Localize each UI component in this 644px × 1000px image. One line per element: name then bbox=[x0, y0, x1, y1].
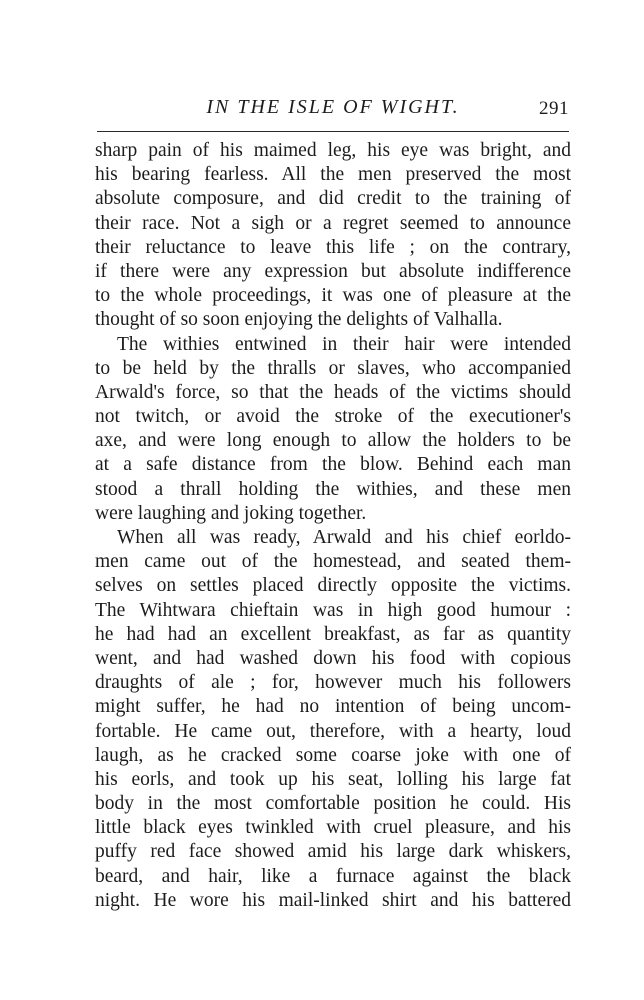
text-line: were laughing and joking together. bbox=[95, 502, 367, 524]
page-number: 291 bbox=[539, 98, 569, 119]
text-line: body in the most comfortable position he could. His bbox=[95, 793, 571, 815]
header-rule bbox=[97, 131, 569, 132]
text-line: stood a thrall holding the withies, and these men bbox=[95, 478, 571, 500]
text-line: absolute composure, and did credit to the training of bbox=[95, 188, 571, 210]
text-line: if there were any expression but absolute indifference bbox=[95, 260, 571, 282]
text-line: their reluctance to leave this life ; on the contrary, bbox=[95, 236, 571, 258]
text-line: not twitch, or avoid the stroke of the executioner's bbox=[95, 406, 571, 428]
text-line: to the whole proceedings, it was one of pleasure at the bbox=[95, 285, 571, 307]
text-line: men came out of the homestead, and seated them- bbox=[95, 551, 571, 573]
text-line: sharp pain of his maimed leg, his eye was bright, and bbox=[95, 140, 571, 161]
text-line: he had had an excellent breakfast, as far as quantity bbox=[95, 623, 571, 645]
text-line: fortable. He came out, therefore, with a hearty, loud bbox=[95, 720, 571, 742]
text-line: his bearing fearless. All the men preserved the most bbox=[95, 164, 571, 186]
text-line: laugh, as he cracked some coarse joke with one of bbox=[95, 744, 571, 766]
text-line: beard, and hair, like a furnace against the black bbox=[95, 865, 571, 887]
text-line: at a safe distance from the blow. Behind each man bbox=[95, 454, 571, 476]
text-line: selves on settles placed directly opposite the victims. bbox=[95, 575, 571, 597]
body-text bbox=[95, 139, 571, 913]
text-line: might suffer, he had no intention of being uncom- bbox=[95, 696, 571, 718]
text-line: When all was ready, Arwald and his chief eorldo- bbox=[117, 527, 571, 548]
text-line: thought of so soon enjoying the delights of Valhalla. bbox=[95, 309, 503, 331]
text-line: night. He wore his mail-linked shirt and his battered bbox=[95, 889, 571, 911]
text-line: axe, and were long enough to allow the holders to be bbox=[95, 430, 571, 452]
text-line: little black eyes twinkled with cruel pleasure, and his bbox=[95, 817, 571, 839]
text-line: Arwald's force, so that the heads of the victims should bbox=[95, 381, 571, 403]
text-line: their race. Not a sigh or a regret seemed to announce bbox=[95, 212, 571, 234]
text-line: draughts of ale ; for, however much his followers bbox=[95, 672, 571, 694]
running-title: IN THE ISLE OF WIGHT. bbox=[206, 96, 460, 118]
text-line: to be held by the thralls or slaves, who accompanied bbox=[95, 357, 571, 379]
text-line: went, and had washed down his food with copious bbox=[95, 647, 571, 669]
text-line: The withies entwined in their hair were intended bbox=[117, 333, 571, 355]
text-line: puffy red face showed amid his large dark whiskers, bbox=[95, 841, 571, 863]
text-line: his eorls, and took up his seat, lolling his large fat bbox=[95, 768, 571, 790]
text-line: The Wihtwara chieftain was in high good humour : bbox=[95, 599, 571, 621]
running-head bbox=[97, 96, 569, 128]
